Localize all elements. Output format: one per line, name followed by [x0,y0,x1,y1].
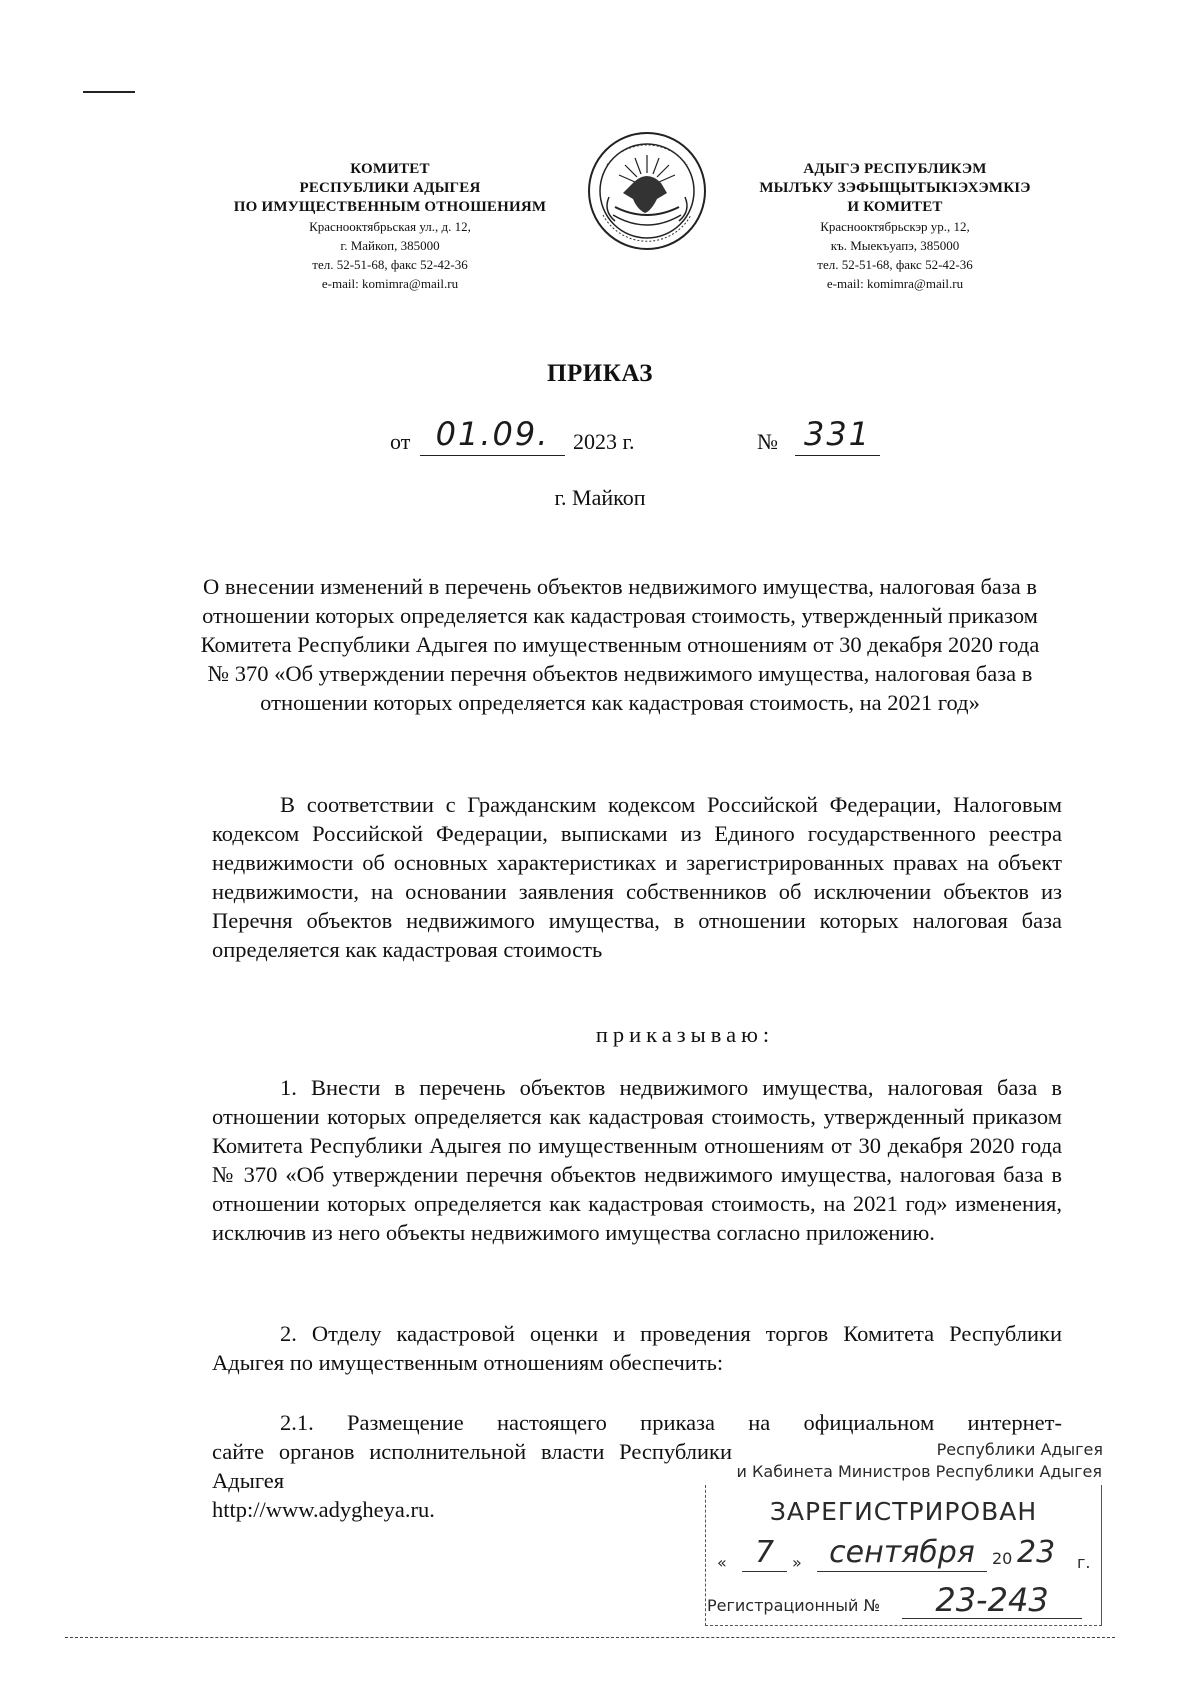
number-sign: № [757,429,778,454]
org-name-line: И КОМИТЕТ [847,199,943,215]
stamp-date-row [717,1535,1102,1575]
email-line: e-mail: komimra@mail.ru [826,276,964,291]
stamp-number-row [707,1582,1102,1618]
address-line: Краснооктябрьскэр ур., 12, [820,219,970,234]
order-date-number-row [390,415,910,463]
header-left-russian [205,160,575,293]
phone-line: тел. 52-51-68, факс 52-42-36 [312,257,468,272]
document-title: ПРИКАЗ [547,360,653,387]
order-subject: О внесении изменений в перечень объектов недвижимого имущества, налоговая база в отношении которых определяется как кадастровая стоимость, утвержденный приказом Комитета Республики Адыгея по имущественным отношениям от 30 декабря 2020 года № 370 «Об утверждении перечня объектов недвижимого имущества, налоговая база в отношении которых определяется как кадастровая стоимость, на 2021 год» [200,574,1040,715]
stamp-year-g: г. [1077,1553,1091,1572]
phone-line: тел. 52-51-68, факс 52-42-36 [817,257,973,272]
date-prefix: от [390,429,411,454]
org-name-line: РЕСПУБЛИКИ АДЫГЕЯ [299,180,481,196]
org-name-line: АДЫГЭ РЕСПУБЛИКЭМ [803,161,987,177]
stamp-number-label: Регистрационный № [707,1596,881,1615]
address-line: г. Майкоп, 385000 [340,238,440,253]
registration-stamp [705,1440,1102,1620]
email-line: e-mail: komimra@mail.ru [321,276,459,291]
org-name-line: КОМИТЕТ [350,161,430,177]
stamp-header-line: и Кабинета Министров Республики Адыгея [736,1462,1102,1481]
header-right-adyghe [720,160,1070,293]
org-name-line: МЫЛЪКУ ЗЭФЫЩЫТЫКIЭХЭМКIЭ [759,180,1031,196]
order-item-1: 1. Внести в перечень объектов недвижимого имущества, налоговая база в отношении которых определяется как кадастровая стоимость, утвержденный приказом Комитета Республики Адыгея по имущественным отношениям от 30 декабря 2020 года № 370 «Об утверждении перечня объектов недвижимого имущества, налоговая база в отношении которых определяется как кадастровая стоимость, на 2021 год» изменения, исключив из него объекты недвижимого имущества согласно приложению. [212,1075,1062,1245]
stamp-month-handwritten: сентября [817,1535,987,1572]
order-item-2: 2. Отделу кадастровой оценки и проведения торгов Комитета Республики Адыгея по имущественным отношениям обеспечить: [212,1321,1062,1375]
city-name: г. Майкоп [554,485,646,510]
order-item-2-1-line: сайте органов исполнительной власти Республики Адыгея [212,1439,732,1493]
order-date-handwritten: 01.09. [420,415,565,456]
stamp-registered-label: ЗАРЕГИСТРИРОВАН [769,1497,1038,1526]
adygea-coat-of-arms-icon [585,125,710,260]
stamp-year-prefix: 20 [992,1549,1013,1568]
stamp-quote-close: » [792,1553,802,1572]
stamp-number-handwritten: 23-243 [902,1582,1082,1619]
preamble-paragraph: В соответствии с Гражданским кодексом Российской Федерации, Налоговым кодексом Российской Федерации, выписками из Единого государственного реестра недвижимости об основных характеристиках и зарегистрированных правах на объект недвижимости, на основании заявления собственников об исключении объектов из Перечня объектов недвижимого имущества, в отношении которых налоговая база определяется как кадастровая стоимость [212,792,1062,962]
org-name-line: ПО ИМУЩЕСТВЕННЫМ ОТНОШЕНИЯМ [233,199,547,215]
address-line: къ. Мыекъуапэ, 385000 [830,238,960,253]
address-line: Краснооктябрьская ул., д. 12, [309,219,471,234]
order-number-handwritten: 331 [795,415,880,456]
stamp-header-line: Республики Адыгея [936,1440,1103,1459]
website-link[interactable]: http://www.adygheya.ru. [212,1497,435,1522]
corner-mark [83,91,135,93]
stamp-quote-open: « [717,1553,727,1572]
stamp-day-handwritten: 7 [742,1535,787,1572]
order-word: приказываю: [595,1022,775,1047]
stamp-year-handwritten: 23 [1017,1535,1056,1570]
order-year: 2023 г. [573,429,635,454]
bottom-divider [65,1637,1115,1638]
order-item-2-1-line: 2.1. Размещение настоящего приказа на официальном интернет- [280,1410,1062,1435]
